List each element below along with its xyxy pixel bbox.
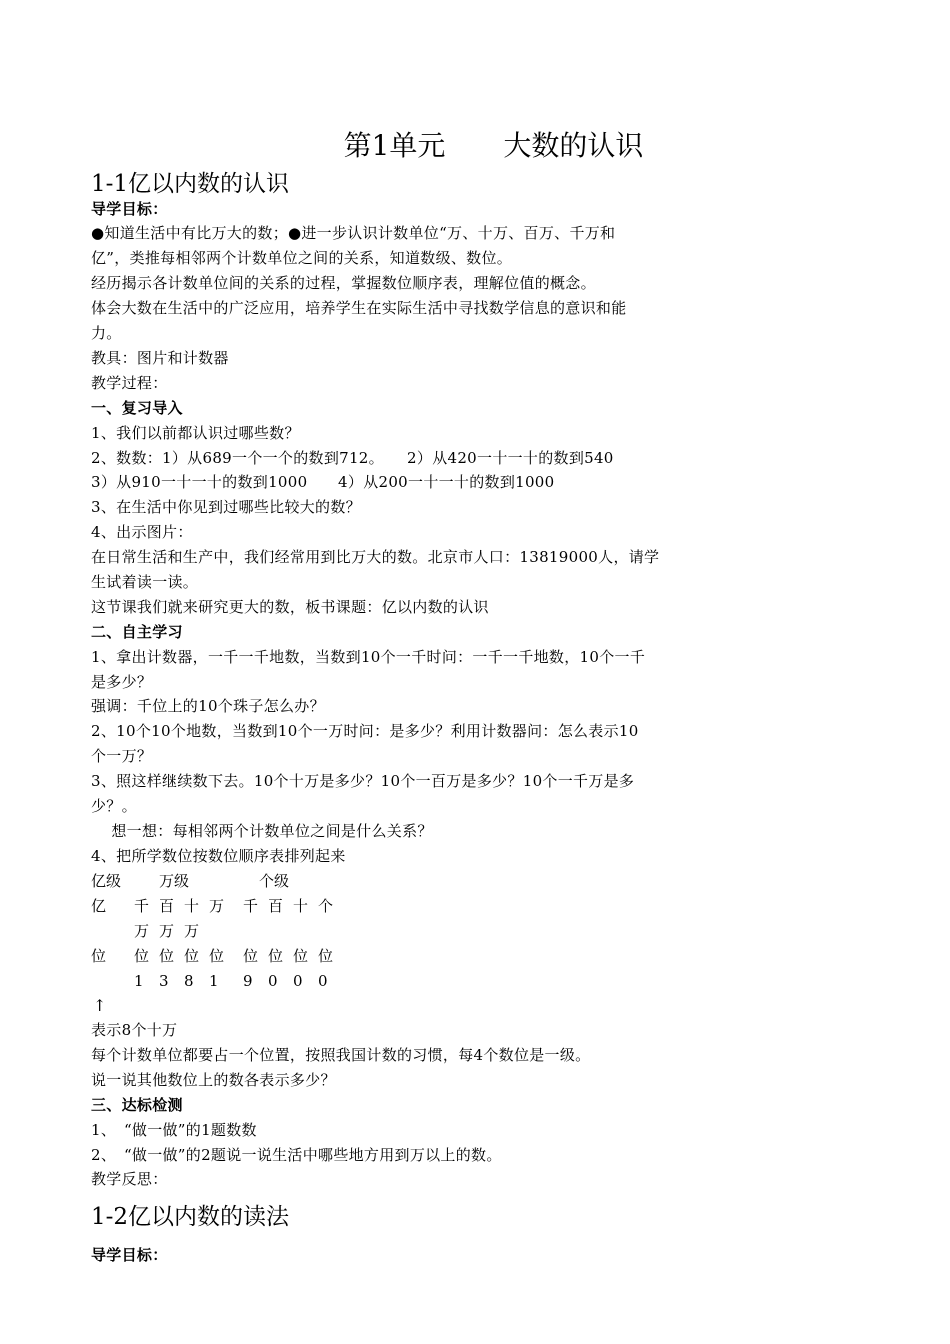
section3-line: 2、 “做一做”的2题说一说生活中哪些地方用到万以上的数。 [91,1146,502,1164]
level-label-yi: 亿级 [91,872,122,890]
section3-line: 教学反思： [91,1170,168,1188]
section3-line: 1、 “做一做”的1题数数 [91,1121,257,1139]
place-char: 百 [268,897,284,915]
place-char: 位 [209,947,225,965]
goal-line: 力。 [91,324,122,342]
place-char: 个 [318,897,334,915]
section1-line: 这节课我们就来研究更大的数，板书课题：亿以内数的认识 [91,598,489,616]
place-char: 万 [209,897,225,915]
up-arrow-icon: ↑ [93,996,107,1015]
digit: 0 [268,972,278,990]
section3-heading: 三、达标检测 [91,1096,183,1114]
digit: 0 [293,972,303,990]
level-label-wan: 万级 [159,872,190,890]
digit: 9 [243,972,253,990]
unit-title [0,128,760,164]
section2-line: 是多少？ [91,673,153,691]
place-char: 千 [134,897,150,915]
place-char: 万 [184,922,200,940]
section2-line: 2、10个10个地数，当数到10个一万时问：是多少？利用计数器问：怎么表示10 [91,722,639,740]
section2-line: 个一万？ [91,747,153,765]
place-char: 十 [293,897,309,915]
place-char: 万 [134,922,150,940]
goal-line: 体会大数在生活中的广泛应用，培养学生在实际生活中寻找数学信息的意识和能 [91,299,627,317]
place-char: 位 [184,947,200,965]
level-label-ge: 个级 [259,872,290,890]
place-char: 万 [159,922,175,940]
section2-line: 少？。 [91,797,137,815]
section2-heading: 二、自主学习 [91,623,183,641]
section2-line: 4、把所学数位按数位顺序表排列起来 [91,847,346,865]
goal-line: 经历揭示各计数单位间的关系的过程，掌握数位顺序表，理解位值的概念。 [91,274,596,292]
lesson1-title: 1-1亿以内数的认识 [91,171,290,197]
after-table-line: 说一说其他数位上的数各表示多少？ [91,1071,336,1089]
section1-line: 3、在生活中你见到过哪些比较大的数？ [91,498,361,516]
digit: 1 [134,972,144,990]
unit-number: 第1单元 [343,129,446,162]
section2-line: 3、照这样继续数下去。10个十万是多少？10个一百万是多少？10个一千万是多 [91,772,635,790]
place-char: 十 [184,897,200,915]
digit: 0 [318,972,328,990]
section2-line: 想一想：每相邻两个计数单位之间是什么关系？ [91,822,433,840]
digit: 8 [184,972,194,990]
section1-heading: 一、复习导入 [91,399,183,417]
place-char: 位 [134,947,150,965]
section1-line: 2、数数：1）从689一个一个的数到712。 2）从420一十一十的数到540 [91,449,614,467]
place-char: 位 [159,947,175,965]
section2-line: 1、拿出计数器，一千一千地数，当数到10个一千时问：一千一千地数，10个一千 [91,648,646,666]
lesson2-title: 1-2亿以内数的读法 [91,1204,290,1230]
place-char: 位 [243,947,259,965]
section1-line: 3）从910一十一十的数到1000 4）从200一十一十的数到1000 [91,473,555,491]
place-char: 亿 [91,897,107,915]
lesson2-goal-heading: 导学目标： [91,1246,168,1264]
place-char: 位 [318,947,334,965]
after-table-line: 表示8个十万 [91,1021,178,1039]
section1-line: 在日常生活和生产中，我们经常用到比万大的数。北京市人口：13819000人，请学 [91,548,660,566]
lesson1-goal-heading: 导学目标： [91,200,168,218]
place-char: 位 [91,947,107,965]
process-line: 教学过程： [91,374,168,392]
after-table-line: 每个计数单位都要占一个位置，按照我国计数的习惯，每4个数位是一级。 [91,1046,591,1064]
section1-line: 4、出示图片： [91,523,193,541]
unit-name: 大数的认识 [503,129,644,162]
digit: 1 [209,972,219,990]
place-char: 位 [293,947,309,965]
tools-line: 教具：图片和计数器 [91,349,229,367]
place-char: 百 [159,897,175,915]
section2-line: 强调：千位上的10个珠子怎么办？ [91,697,325,715]
place-char: 位 [268,947,284,965]
section1-line: 1、我们以前都认识过哪些数？ [91,424,300,442]
goal-line: ●知道生活中有比万大的数；●进一步认识计数单位“万、十万、百万、千万和 [91,224,616,242]
digit: 3 [159,972,169,990]
place-char: 千 [243,897,259,915]
goal-line: 亿”，类推每相邻两个计数单位之间的关系，知道数级、数位。 [91,249,513,267]
section1-line: 生试着读一读。 [91,573,199,591]
